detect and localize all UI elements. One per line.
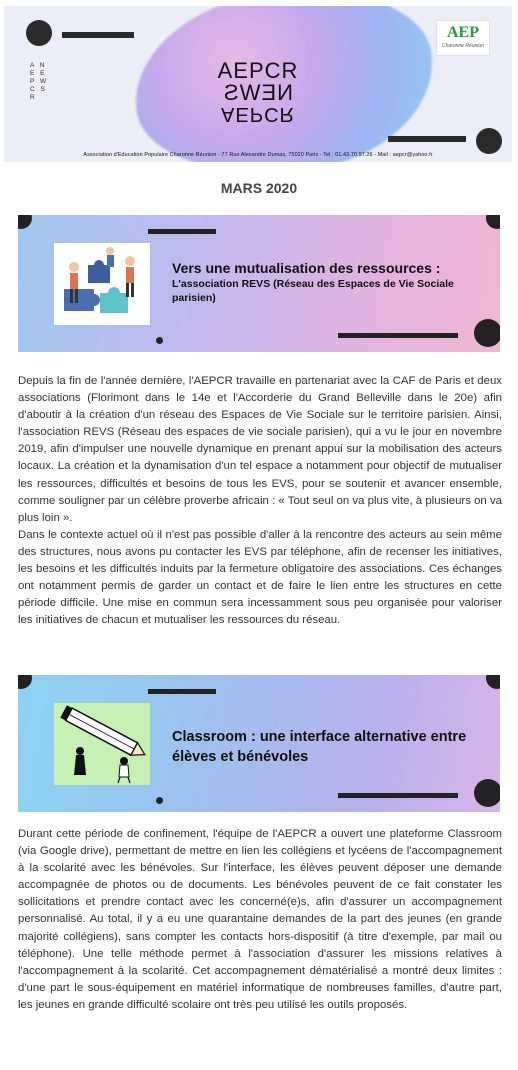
- section-subtitle: L'association REVS (Réseau des Espaces de Vie Sociale parisien): [172, 278, 454, 304]
- decor-dot-icon: [18, 215, 32, 229]
- decor-dot-icon: [474, 779, 500, 807]
- section-body-revs: [18, 373, 502, 629]
- section-banner-classroom: [18, 675, 500, 812]
- decor-dot-icon: [486, 675, 500, 689]
- decor-bar: [338, 793, 458, 798]
- section-banner-revs: [18, 215, 500, 352]
- decor-dot-icon: [156, 797, 163, 804]
- paragraph: Durant cette période de confinement, l'équipe de l'AEPCR a ouvert une plateforme Classroom (via Google drive), permettant de mettre en lien les collégiens et lycéens de l'accompagnement à la scolarité avec les bénévoles. Sur l'interface, les élèves peuvent déposer une demande accompagnée de photos ou de documents. Les bénévoles peuvent de ce fait constater les sollicitations et prendre contact avec les concerné(e)s, afin d'assurer un accompagnement personnalisé. Au total, il y a eu une quarantaine demandes de la part des jeunes (en grande majorité collégiens), sans compter les contacts hors-dispositif (à titre d'exemple, par mail ou téléphone). Une telle méthode permet à l'association d'assurer les missions relatives à l'accompagnement à la scolarité. Cet accompagnement dématérialisé a montré deux limites : d'une part le sous-équipement en matériel informatique de nombreuses familles, d'autre part, les jeunes en grande difficulté scolaire ont très peu utilisé les outils proposés.: [18, 828, 502, 1011]
- decor-bar: [338, 333, 458, 338]
- giant-pencil-illustration-icon: [54, 703, 150, 785]
- decor-dot-icon: [26, 20, 52, 46]
- aep-logo: [436, 20, 490, 56]
- decor-dot-icon: [486, 215, 500, 229]
- decor-bar: [62, 32, 134, 38]
- newsletter-title-flipped: AEPCR: [221, 103, 295, 125]
- vertical-letter-row: C S: [30, 86, 47, 93]
- issue-month: MARS 2020: [220, 180, 298, 196]
- section-title: Vers une mutualisation des ressources :: [172, 260, 441, 276]
- logo-mark: AEP: [447, 24, 479, 41]
- decor-dot-icon: [156, 337, 163, 344]
- logo-subtitle: Charonne Réunion: [442, 43, 484, 49]
- newsletter-header: [4, 6, 512, 162]
- decor-bar: [388, 136, 466, 142]
- contact-address: Association d'Education Populaire Charonne Réunion - 77 Rue Alexandre Dumas, 75020 Paris - Tel : 01.43.70.97.26 - Mail : aepcr@yahoo.fr: [83, 152, 433, 158]
- decor-bar: [148, 229, 216, 234]
- section-title: Classroom : une interface alternative entre élèves et bénévoles: [172, 729, 467, 765]
- newsletter-title: AEPCR: [217, 58, 299, 83]
- decor-bar: [148, 689, 216, 694]
- newsletter-title-mirror: NEWS: [223, 80, 293, 105]
- decor-dot-icon: [474, 319, 500, 347]
- decor-dot-icon: [18, 675, 32, 689]
- decor-dot-icon: [476, 128, 502, 154]
- puzzle-teamwork-illustration-icon: [54, 243, 150, 325]
- paragraph: Dans le contexte actuel où il n'est pas possible d'aller à la rencontre des acteurs au sein même des structures, nous avons pu contacter les EVS par téléphone, afin de recenser les initiatives, les besoins et les difficultés induits par la fermeture obligatoire des associations. Ces échanges ont notamment permis de garder un contact et de faire le lien entre les structures en cette période difficile. Une mise en commun sera incessamment sous peu organisée pour valoriser les initiatives de chacun et mutualiser les ressources du réseau.: [18, 528, 502, 627]
- vertical-letter-row: A N: [30, 62, 47, 69]
- section-body-classroom: [18, 826, 502, 1014]
- vertical-letter-row: R: [30, 94, 37, 101]
- vertical-letter-row: P W: [30, 78, 49, 85]
- paragraph: Depuis la fin de l'année dernière, l'AEPCR travaille en partenariat avec la CAF de Paris et deux associations (Florimont dans le 14e et l'Accorderie du Grand Belleville dans le 20e) afin d'aboutir à la création d'un réseau des Espaces de Vie Sociale sur le territoire parisien. Ainsi, l'association REVS (Réseau des espaces de vie sociale parisien), qui a vu le jour en novembre 2019, afin d'impulser une nouvelle dynamique en prenant appui sur la mobilisation des acteurs locaux. La création et la dynamisation d'un tel espace a notamment pour objectif de mutualiser les ressources, difficultés et besoins de tous les EVS, pour se soutenir et avancer ensemble, comme souligner par un célèbre proverbe africain : « Tout seul on va plus vite, à plusieurs on va plus loin ».: [18, 375, 502, 524]
- vertical-letter-row: E E: [30, 70, 47, 77]
